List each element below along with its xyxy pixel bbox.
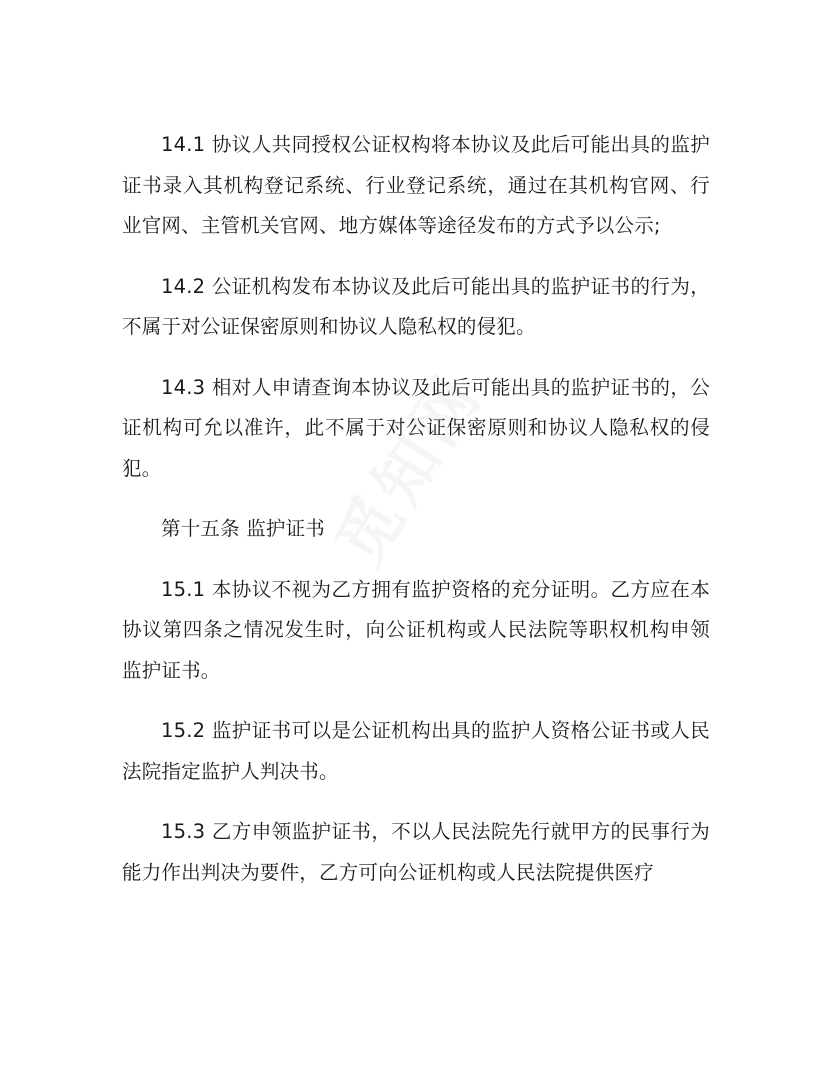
paragraph-14-2: 14.2 公证机构发布本协议及此后可能出具的监护证书的行为，不属于对公证保密原则和协议人隐私权的侵犯。	[122, 274, 710, 338]
article-15-heading: 第十五条 监护证书	[161, 517, 325, 540]
paragraph-14-3: 14.3 相对人申请查询本协议及此后可能出具的监护证书的，公证机构可允以准许，此不属于对公证保密原则和协议人隐私权的侵犯。	[122, 375, 710, 480]
paragraph-15-2: 15.2 监护证书可以是公证机构出具的监护人资格公证书或人民法院指定监护人判决书。	[122, 719, 710, 783]
paragraph-14-1: 14.1 协议人共同授权公证权构将本协议及此后可能出具的监护证书录入其机构登记系统、行业登记系统，通过在其机构官网、行业官网、主管机关官网、地方媒体等途径发布的方式予以公示;	[122, 133, 710, 237]
document-body	[122, 125, 710, 893]
paragraph-15-1: 15.1 本协议不视为乙方拥有监护资格的充分证明。乙方应在本协议第四条之情况发生时，向公证机构或人民法院等职权机构申领监护证书。	[122, 577, 710, 682]
paragraph-15-3: 15.3 乙方申领监护证书，不以人民法院先行就甲方的民事行为能力作出判决为要件，乙方可向公证机构或人民法院提供医疗	[122, 820, 710, 884]
